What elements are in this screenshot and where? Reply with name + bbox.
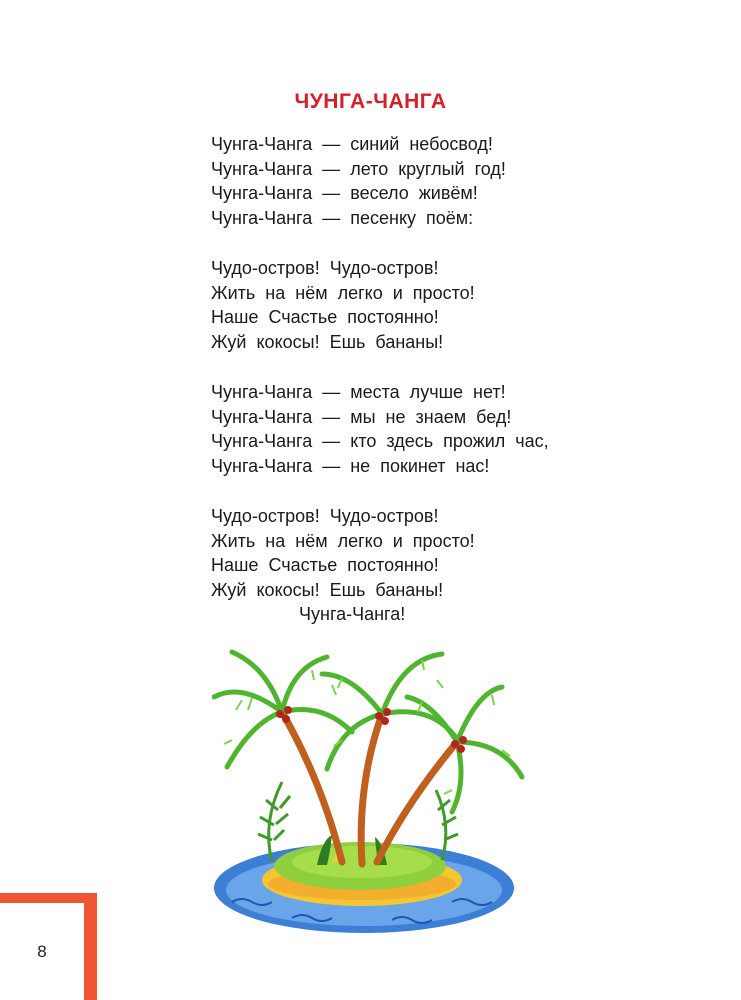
poem-line: Чунга-Чанга — синий небосвод! — [211, 134, 493, 154]
stanza-2 — [211, 256, 549, 354]
poem-line: Наше Счастье постоянно! — [211, 555, 439, 575]
poem-closing-line: Чунга-Чанга! — [299, 604, 406, 624]
stanza-3 — [211, 380, 549, 478]
page-number: 8 — [37, 941, 47, 961]
poem-line: Чунга-Чанга — весело живём! — [211, 183, 478, 203]
palm-island-illustration — [212, 640, 532, 940]
poem-line: Чунга-Чанга — лето круглый год! — [211, 158, 506, 179]
poem-line: Чунга-Чанга — не покинет нас! — [211, 455, 490, 476]
poem-line: Чунга-Чанга — кто здесь прожил час, — [211, 431, 549, 451]
poem-line: Чунга-Чанга — песенку поём: — [211, 207, 474, 228]
palm-leaves-icon — [214, 652, 522, 812]
stanza-1 — [211, 132, 549, 230]
poem-line: Чудо-остров! Чудо-остров! — [211, 258, 439, 278]
poem-line: Жить на нём легко и просто! — [211, 530, 475, 551]
stanza-4 — [211, 504, 549, 627]
poem-line: Жуй кокосы! Ешь бананы! — [211, 331, 444, 352]
page-number-box — [0, 903, 84, 1000]
poem-line: Чудо-остров! Чудо-остров! — [211, 506, 439, 526]
poem-line: Чунга-Чанга — мы не знаем бед! — [211, 406, 512, 427]
poem-body — [211, 132, 549, 627]
poem-line: Чунга-Чанга — места лучше нет! — [211, 382, 506, 402]
poem-line: Жить на нём легко и просто! — [211, 282, 475, 303]
poem-line: Жуй кокосы! Ешь бананы! — [211, 579, 444, 600]
poem-title: ЧУНГА-ЧАНГА — [294, 90, 447, 113]
poem-line: Наше Счастье постоянно! — [211, 307, 439, 327]
palm-trunk-icon — [282, 712, 457, 864]
